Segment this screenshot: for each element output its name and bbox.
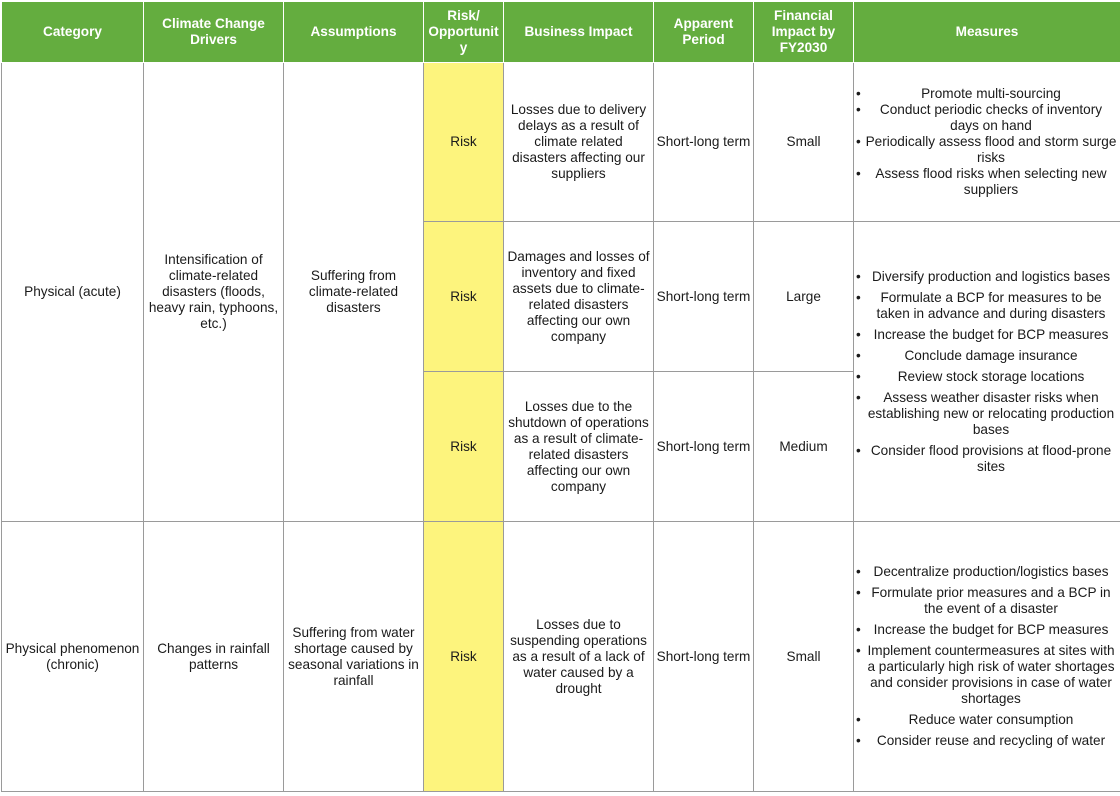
measures-list xyxy=(856,564,1118,749)
business-impact-cell: Losses due to delivery delays as a result of climate related disasters affecting our suppliers xyxy=(504,63,654,222)
measure-item: • Consider flood provisions at flood-prone sites xyxy=(856,443,1118,475)
measure-item: • Formulate prior measures and a BCP in the event of a disaster xyxy=(856,585,1118,617)
header-business-impact: Business Impact xyxy=(504,2,654,63)
financial-impact-cell: Small xyxy=(754,522,854,792)
risk-cell: Risk xyxy=(424,222,504,372)
measure-item: • Promote multi-sourcing xyxy=(856,86,1118,102)
header-financial-impact: Financial Impact by FY2030 xyxy=(754,2,854,63)
measure-item: • Conclude damage insurance xyxy=(856,348,1118,364)
period-cell: Short-long term xyxy=(654,372,754,522)
driver-cell: Intensification of climate-related disasters (floods, heavy rain, typhoons, etc.) xyxy=(144,63,284,522)
climate-risk-table xyxy=(1,1,1120,792)
header-apparent-period: Apparent Period xyxy=(654,2,754,63)
measure-item: • Decentralize production/logistics bases xyxy=(856,564,1118,580)
measure-item: • Assess weather disaster risks when establishing new or relocating production bases xyxy=(856,390,1118,438)
driver-cell: Changes in rainfall patterns xyxy=(144,522,284,792)
business-impact-cell: Losses due to suspending operations as a result of a lack of water caused by a drought xyxy=(504,522,654,792)
business-impact-cell: Damages and losses of inventory and fixed assets due to climate-related disasters affecting our own company xyxy=(504,222,654,372)
period-cell: Short-long term xyxy=(654,222,754,372)
financial-impact-cell: Large xyxy=(754,222,854,372)
header-row xyxy=(2,2,1120,63)
measure-item: • Reduce water consumption xyxy=(856,712,1118,728)
measure-item: • Increase the budget for BCP measures xyxy=(856,327,1118,343)
risk-cell: Risk xyxy=(424,522,504,792)
measure-item: • Consider reuse and recycling of water xyxy=(856,733,1118,749)
measure-item: • Diversify production and logistics bases xyxy=(856,269,1118,285)
risk-cell: Risk xyxy=(424,372,504,522)
measure-item: • Periodically assess flood and storm surge risks xyxy=(856,134,1118,166)
measures-cell xyxy=(854,522,1120,792)
period-cell: Short-long term xyxy=(654,522,754,792)
measures-cell xyxy=(854,63,1120,222)
table-row xyxy=(2,522,1120,792)
table-row xyxy=(2,63,1120,222)
header-assumptions: Assumptions xyxy=(284,2,424,63)
header-category: Category xyxy=(2,2,144,63)
measures-list xyxy=(856,269,1118,475)
measures-list xyxy=(856,86,1118,198)
measure-item: • Review stock storage locations xyxy=(856,369,1118,385)
risk-cell: Risk xyxy=(424,63,504,222)
measure-item: • Assess flood risks when selecting new suppliers xyxy=(856,166,1118,198)
category-cell: Physical phenomenon (chronic) xyxy=(2,522,144,792)
measure-item: • Increase the budget for BCP measures xyxy=(856,622,1118,638)
financial-impact-cell: Medium xyxy=(754,372,854,522)
business-impact-cell: Losses due to the shutdown of operations as a result of climate-related disasters affecting our own company xyxy=(504,372,654,522)
header-measures: Measures xyxy=(854,2,1120,63)
measure-item: • Implement countermeasures at sites with a particularly high risk of water shortages and consider provisions in case of water shortages xyxy=(856,643,1118,707)
measures-cell xyxy=(854,222,1120,522)
assumption-cell: Suffering from climate-related disasters xyxy=(284,63,424,522)
header-drivers: Climate Change Drivers xyxy=(144,2,284,63)
measure-item: • Formulate a BCP for measures to be taken in advance and during disasters xyxy=(856,290,1118,322)
header-risk-opportunity: Risk/ Opportunity xyxy=(424,2,504,63)
financial-impact-cell: Small xyxy=(754,63,854,222)
category-cell: Physical (acute) xyxy=(2,63,144,522)
measure-item: • Conduct periodic checks of inventory days on hand xyxy=(856,102,1118,134)
period-cell: Short-long term xyxy=(654,63,754,222)
assumption-cell: Suffering from water shortage caused by seasonal variations in rainfall xyxy=(284,522,424,792)
